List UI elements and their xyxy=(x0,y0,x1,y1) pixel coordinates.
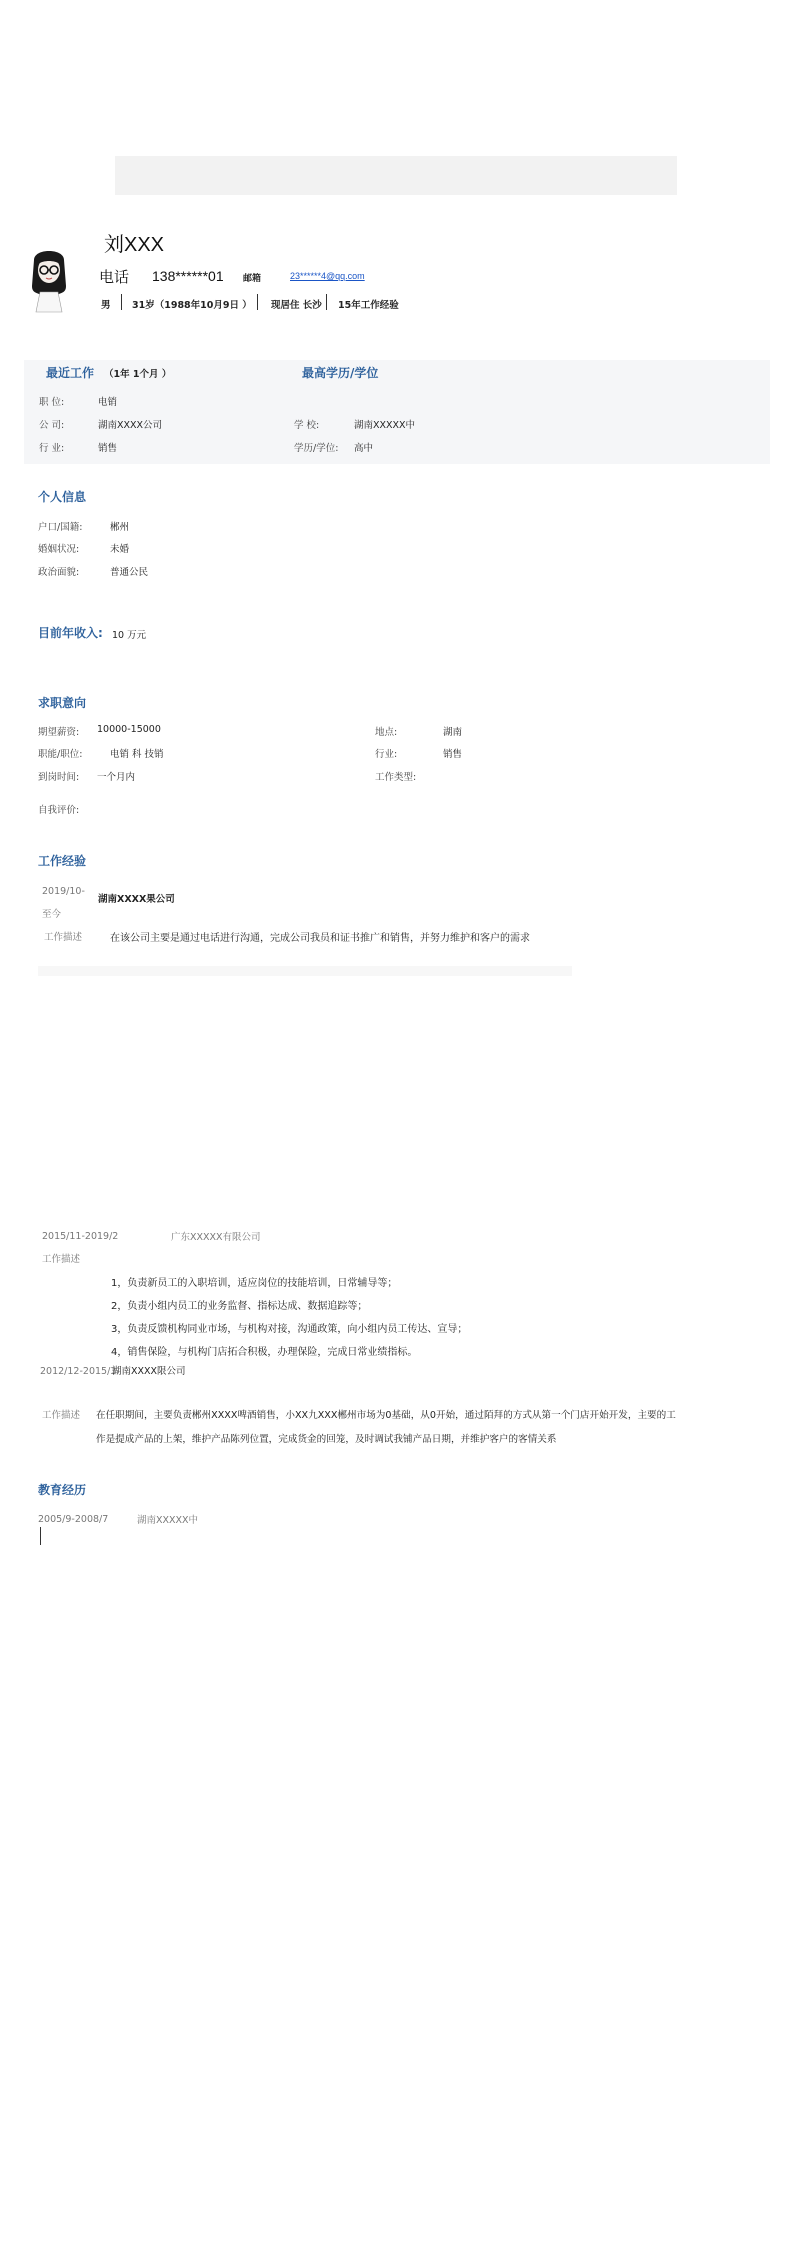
job1-desc-label: 工作描述 xyxy=(44,932,83,943)
hukou-value: 郴州 xyxy=(110,522,130,533)
divider xyxy=(121,294,122,310)
email-link[interactable]: 23******4@qq.com xyxy=(290,271,365,281)
hukou-label: 户口/国籍: xyxy=(38,522,83,533)
divider xyxy=(257,294,258,310)
work-type-label: 工作类型: xyxy=(375,772,417,783)
location-label: 地点: xyxy=(375,727,398,738)
age: 31岁（1988年10月9日 ） xyxy=(132,300,252,311)
work-experience-title: 工作经验 xyxy=(38,854,87,868)
job2-period: 2015/11-2019/2 xyxy=(42,1231,119,1242)
candidate-name: 刘XXX xyxy=(104,234,165,256)
arrival-value: 一个月内 xyxy=(97,772,136,783)
school-label: 学 校: xyxy=(294,420,320,431)
residence: 现居住 长沙 xyxy=(271,300,322,311)
income-label: 目前年收入: xyxy=(38,626,103,640)
recent-work-duration: （1年 1个月 ） xyxy=(104,369,172,380)
industry-value: 销售 xyxy=(98,443,118,454)
income-value: 10 万元 xyxy=(112,630,147,641)
job-function-label: 职能/职位: xyxy=(38,749,83,760)
email-label: 邮箱 xyxy=(243,274,262,284)
industry-label: 行 业: xyxy=(39,443,65,454)
education-period: 2005/9-2008/7 xyxy=(38,1514,109,1525)
job3-desc-label: 工作描述 xyxy=(42,1410,81,1421)
job1-footer-strip xyxy=(38,966,572,976)
work-experience-years: 15年工作经验 xyxy=(338,300,399,311)
education-title: 教育经历 xyxy=(38,1483,87,1497)
intent-industry-label: 行业: xyxy=(375,749,398,760)
job1-period-start: 2019/10- xyxy=(42,886,85,897)
phone-number: 138******01 xyxy=(152,268,224,284)
job1-company: 湖南XXXX果公司 xyxy=(98,894,175,905)
job1-description: 在该公司主要是通过电话进行沟通，完成公司我员和证书推广和销售，并努力维护和客户的需求 xyxy=(110,933,530,944)
divider xyxy=(326,294,327,310)
self-evaluation-label: 自我评价: xyxy=(38,805,80,816)
job2-duty-2: 2，负责小组内员工的业务监督、指标达成、数据追踪等； xyxy=(111,1301,368,1312)
degree-label: 学历/学位: xyxy=(294,443,339,454)
job3-description-line1: 在任职期间，主要负责郴州XXXX啤酒销售，小XX九XXX郴州市场为0基础，从0开始，通过陌拜的方式从第一个门店开始开发，主要的工 xyxy=(96,1410,676,1421)
location-value: 湖南 xyxy=(443,727,463,738)
arrival-label: 到岗时间: xyxy=(38,772,80,783)
marital-label: 婚姻状况: xyxy=(38,544,80,555)
job2-duty-1: 1，负责新员工的入职培训，适应岗位的技能培训，日常辅导等； xyxy=(111,1278,398,1289)
political-value: 普通公民 xyxy=(110,567,149,578)
job-intent-title: 求职意向 xyxy=(38,696,87,710)
school-value: 湖南XXXXX中 xyxy=(354,420,416,431)
highest-education-title: 最高学历/学位 xyxy=(302,366,379,380)
personal-info-title: 个人信息 xyxy=(38,490,87,504)
gender: 男 xyxy=(101,300,111,311)
position-value: 电销 xyxy=(98,397,118,408)
job3-company: 湖南XXXX限公司 xyxy=(112,1366,186,1377)
phone-label: 电话 xyxy=(99,268,130,286)
text-cursor xyxy=(40,1527,41,1545)
job2-company: 广东XXXXX有限公司 xyxy=(171,1232,261,1243)
job1-period-end: 至今 xyxy=(42,909,62,920)
position-label: 职 位: xyxy=(39,397,65,408)
salary-label: 期望薪资: xyxy=(38,727,80,738)
company-value: 湖南XXXX公司 xyxy=(98,420,163,431)
degree-value: 高中 xyxy=(354,443,374,454)
political-label: 政治面貌: xyxy=(38,567,80,578)
intent-industry-value: 销售 xyxy=(443,749,463,760)
company-label: 公 司: xyxy=(39,420,65,431)
recent-work-title: 最近工作 xyxy=(46,366,95,380)
job2-duty-4: 4，销售保险，与机构门店拓合积极，办理保险，完成日常业绩指标。 xyxy=(111,1347,418,1358)
education-school: 湖南XXXXX中 xyxy=(137,1515,199,1526)
job3-period: 2012/12-2015/3 xyxy=(40,1366,117,1377)
avatar xyxy=(26,246,72,314)
job2-desc-label: 工作描述 xyxy=(42,1254,81,1265)
job2-duty-3: 3，负责反馈机构同业市场，与机构对接，沟通政策，向小组内员工传达、宣导； xyxy=(111,1324,468,1335)
top-banner xyxy=(115,156,677,195)
job-function-value: 电销 科 技销 xyxy=(110,749,164,760)
marital-value: 未婚 xyxy=(110,544,130,555)
job3-description-line2: 作是提成产品的上架，维护产品陈列位置，完成货金的回笼，及时调试我铺产品日期，并维护客户的客情关系 xyxy=(96,1434,557,1445)
salary-value: 10000-15000 xyxy=(97,724,161,735)
